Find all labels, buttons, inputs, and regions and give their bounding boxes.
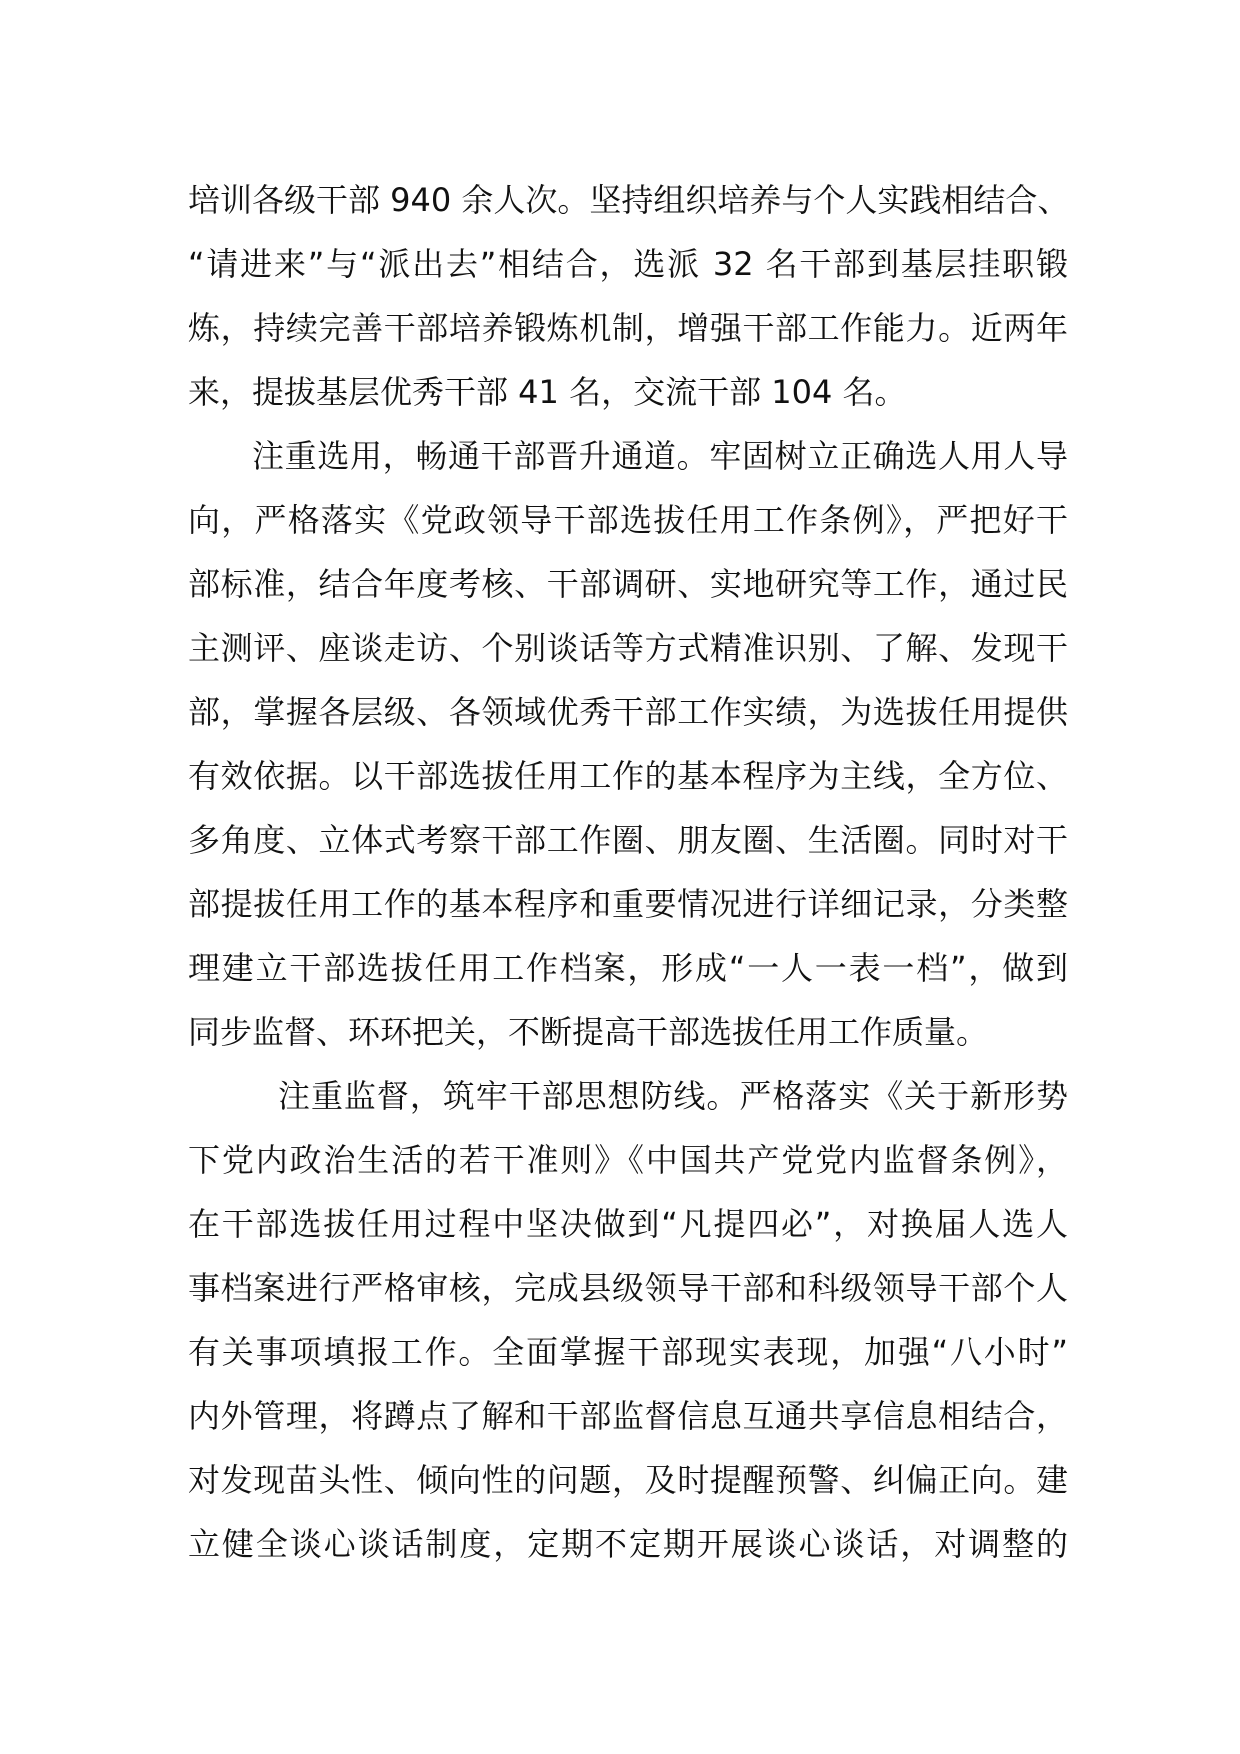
text-line: 主测评、座谈走访、个别谈话等方式精准识别、了解、发现干 — [188, 629, 1068, 667]
text-line: 立健全谈心谈话制度，定期不定期开展谈心谈话，对调整的 — [188, 1525, 1068, 1563]
text-line: 有效依据。以干部选拔任用工作的基本程序为主线，全方位、 — [188, 757, 1068, 795]
body-text — [188, 168, 1068, 1576]
text-line: 对发现苗头性、倾向性的问题，及时提醒预警、纠偏正向。建 — [188, 1461, 1068, 1499]
text-line: 下党内政治生活的若干准则》《中国共产党党内监督条例》， — [188, 1141, 1068, 1179]
text-line: 向，严格落实《党政领导干部选拔任用工作条例》，严把好干 — [188, 501, 1068, 539]
text-line: 理建立干部选拔任用工作档案，形成“一人一表一档”，做到 — [188, 949, 1068, 987]
text-line: 部，掌握各层级、各领域优秀干部工作实绩，为选拔任用提供 — [188, 693, 1068, 731]
paragraph-start-line: 注重选用，畅通干部晋升通道。牢固树立正确选人用人导 — [252, 437, 1068, 475]
text-line: 同步监督、环环把关，不断提高干部选拔任用工作质量。 — [188, 1013, 989, 1051]
text-line: “请进来”与“派出去”相结合，选派 32 名干部到基层挂职锻 — [188, 245, 1068, 283]
text-line: 事档案进行严格审核，完成县级领导干部和科级领导干部个人 — [188, 1269, 1068, 1307]
paragraph-start-line: 注重监督，筑牢干部思想防线。严格落实《关于新形势 — [278, 1077, 1068, 1115]
text-line: 在干部选拔任用过程中坚决做到“凡提四必”，对换届人选人 — [188, 1205, 1068, 1243]
text-line: 内外管理，将蹲点了解和干部监督信息互通共享信息相结合， — [188, 1397, 1068, 1435]
text-line: 有关事项填报工作。全面掌握干部现实表现，加强“八小时” — [188, 1333, 1068, 1371]
text-line: 多角度、立体式考察干部工作圈、朋友圈、生活圈。同时对干 — [188, 821, 1068, 859]
text-line: 部标准，结合年度考核、干部调研、实地研究等工作，通过民 — [188, 565, 1068, 603]
text-line: 炼，持续完善干部培养锻炼机制，增强干部工作能力。近两年 — [188, 309, 1068, 347]
text-line: 培训各级干部 940 余人次。坚持组织培养与个人实践相结合、 — [188, 181, 1070, 219]
text-line: 部提拔任用工作的基本程序和重要情况进行详细记录，分类整 — [188, 885, 1068, 923]
text-line: 来，提拔基层优秀干部 41 名，交流干部 104 名。 — [188, 373, 907, 411]
